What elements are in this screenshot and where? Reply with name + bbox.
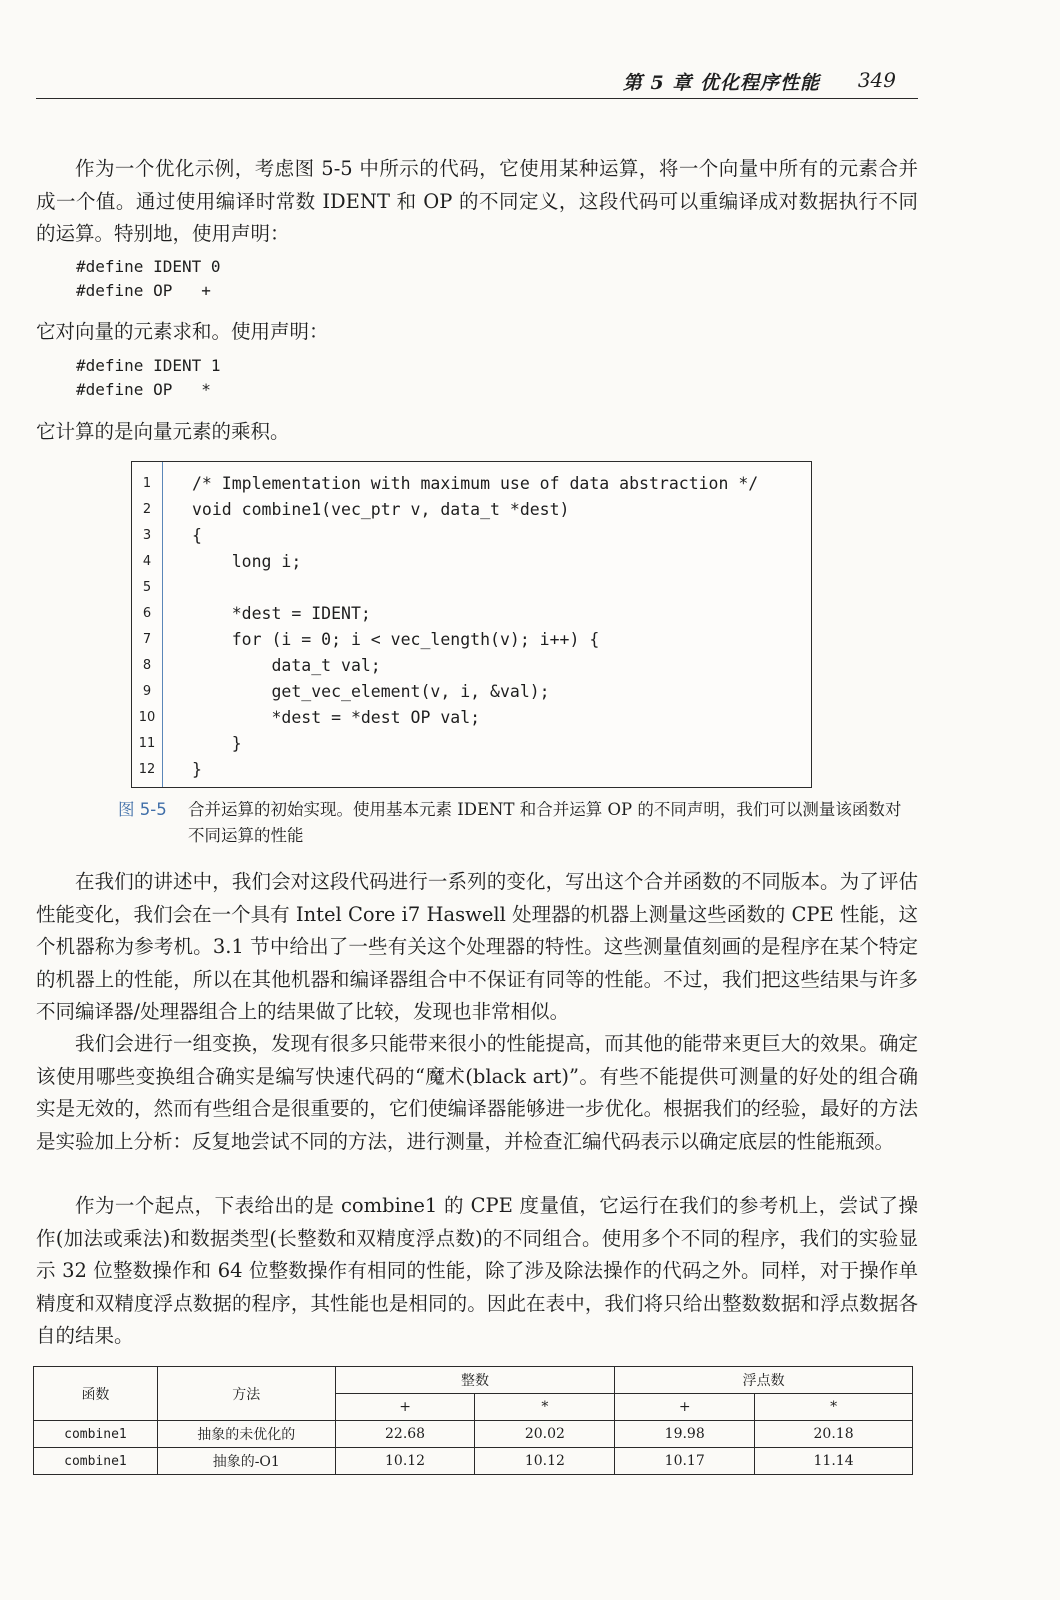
define-product-code: #define IDENT 1 #define OP *: [76, 356, 221, 399]
product-note: 它计算的是向量元素的乘积。: [36, 420, 290, 443]
define-sum-code: #define IDENT 0 #define OP +: [76, 257, 221, 300]
cell-function: combine1: [34, 1448, 158, 1475]
code-text: }: [192, 734, 242, 753]
body-paragraph-1: 在我们的讲述中，我们会对这段代码进行一系列的变化，写出这个合并函数的不同版本。为了评估性能变化，我们会在一个具有 Intel Core i7 Haswell 处理器的机器上测量这些函数的 CPE 性能，这个机器称为参考机。3.1 节中给出了一些有关这个处理器的特性。这些测量值刻画的是程序在某个特定的机器上的性能，所以在其他机器和编译器组合中不保证有同等的性能。不过，我们把这些结果与许多不同编译器/处理器组合上的结果做了比较，发现也非常相似。: [36, 870, 918, 1023]
cell-fp-add: 10.17: [615, 1448, 755, 1475]
line-number: 12: [138, 762, 156, 777]
code-line: [132, 576, 811, 602]
code-line: [132, 602, 811, 628]
sum-note: 它对向量的元素求和。使用声明：: [36, 320, 329, 343]
line-number: 1: [142, 476, 152, 491]
cell-function: combine1: [34, 1421, 158, 1448]
code-line: [132, 654, 811, 680]
code-text: *dest = IDENT;: [192, 604, 371, 623]
code-line: [132, 498, 811, 524]
cell-fp-add: 19.98: [615, 1421, 755, 1448]
cpe-table: [33, 1366, 913, 1475]
code-line: [132, 758, 811, 784]
code-line: [132, 706, 811, 732]
line-number: 11: [138, 736, 156, 751]
line-number: 6: [142, 606, 152, 621]
header-function: 函数: [34, 1367, 158, 1421]
header-fp-times: *: [755, 1394, 913, 1421]
code-text: void combine1(vec_ptr v, data_t *dest): [192, 500, 570, 519]
header-float: 浮点数: [615, 1367, 913, 1394]
cell-int-mul: 10.12: [475, 1448, 615, 1475]
header-method: 方法: [157, 1367, 335, 1421]
code-text: long i;: [192, 552, 302, 571]
code-listing: [131, 461, 812, 788]
code-text: {: [192, 526, 202, 545]
cell-method: 抽象的-O1: [157, 1448, 335, 1475]
code-line: [132, 524, 811, 550]
table-row: [34, 1448, 913, 1475]
cell-int-add: 10.12: [335, 1448, 475, 1475]
header-integer: 整数: [335, 1367, 615, 1394]
line-number: 9: [142, 684, 152, 699]
code-line: [132, 680, 811, 706]
code-line: [132, 550, 811, 576]
line-number: 2: [142, 502, 152, 517]
cell-method: 抽象的未优化的: [157, 1421, 335, 1448]
page-number: 349: [857, 68, 896, 92]
code-text: for (i = 0; i < vec_length(v); i++) {: [192, 630, 600, 649]
line-number: 7: [142, 632, 152, 647]
cell-int-add: 22.68: [335, 1421, 475, 1448]
code-text: }: [192, 760, 202, 779]
body-paragraph-3: 作为一个起点，下表给出的是 combine1 的 CPE 度量值，它运行在我们的参考机上，尝试了操作(加法或乘法)和数据类型(长整数和双精度浮点数)的不同组合。使用多个不同的程序，我们的实验显示 32 位整数操作和 64 位整数操作有相同的性能，除了涉及除法操作的代码之外。同样，对于操作单精度和双精度浮点数据的程序，其性能也是相同的。因此在表中，我们将只给出整数数据和浮点数据各自的结果。: [36, 1194, 918, 1347]
code-text: get_vec_element(v, i, &val);: [192, 682, 550, 701]
figure-caption-text: 合并运算的初始实现。使用基本元素 IDENT 和合并运算 OP 的不同声明，我们可以测量该函数对不同运算的性能: [188, 800, 902, 845]
code-line: [132, 732, 811, 758]
line-number: 4: [142, 554, 152, 569]
line-number: 3: [142, 528, 152, 543]
header-int-plus: +: [335, 1394, 475, 1421]
header-int-times: *: [475, 1394, 615, 1421]
table-header-row: [34, 1367, 913, 1394]
chapter-title: 第 5 章 优化程序性能: [622, 72, 820, 94]
page-header: [36, 60, 918, 99]
code-line: [132, 472, 811, 498]
code-line: [132, 628, 811, 654]
cell-int-mul: 20.02: [475, 1421, 615, 1448]
intro-paragraph: 作为一个优化示例，考虑图 5-5 中所示的代码，它使用某种运算，将一个向量中所有的元素合并成一个值。通过使用编译时常数 IDENT 和 OP 的不同定义，这段代码可以重编译成对数据执行不同的运算。特别地，使用声明：: [36, 157, 918, 245]
code-text: *dest = *dest OP val;: [192, 708, 481, 727]
cell-fp-mul: 11.14: [755, 1448, 913, 1475]
code-text: /* Implementation with maximum use of data abstraction */: [192, 474, 759, 493]
header-fp-plus: +: [615, 1394, 755, 1421]
line-number: 8: [142, 658, 152, 673]
figure-label: 图 5-5: [118, 800, 167, 819]
code-text: data_t val;: [192, 656, 381, 675]
body-paragraph-2: 我们会进行一组变换，发现有很多只能带来很小的性能提高，而其他的能带来更巨大的效果。确定该使用哪些变换组合确实是编写快速代码的“魔术(black art)”。有些不能提供可测量的好处的组合确实是无效的，然而有些组合是很重要的，它们使编译器能够进一步优化。根据我们的经验，最好的方法是实验加上分析：反复地尝试不同的方法，进行测量，并检查汇编代码表示以确定底层的性能瓶颈。: [36, 1032, 918, 1153]
table-row: [34, 1421, 913, 1448]
line-number: 10: [138, 710, 156, 725]
cell-fp-mul: 20.18: [755, 1421, 913, 1448]
line-number: 5: [142, 580, 152, 595]
